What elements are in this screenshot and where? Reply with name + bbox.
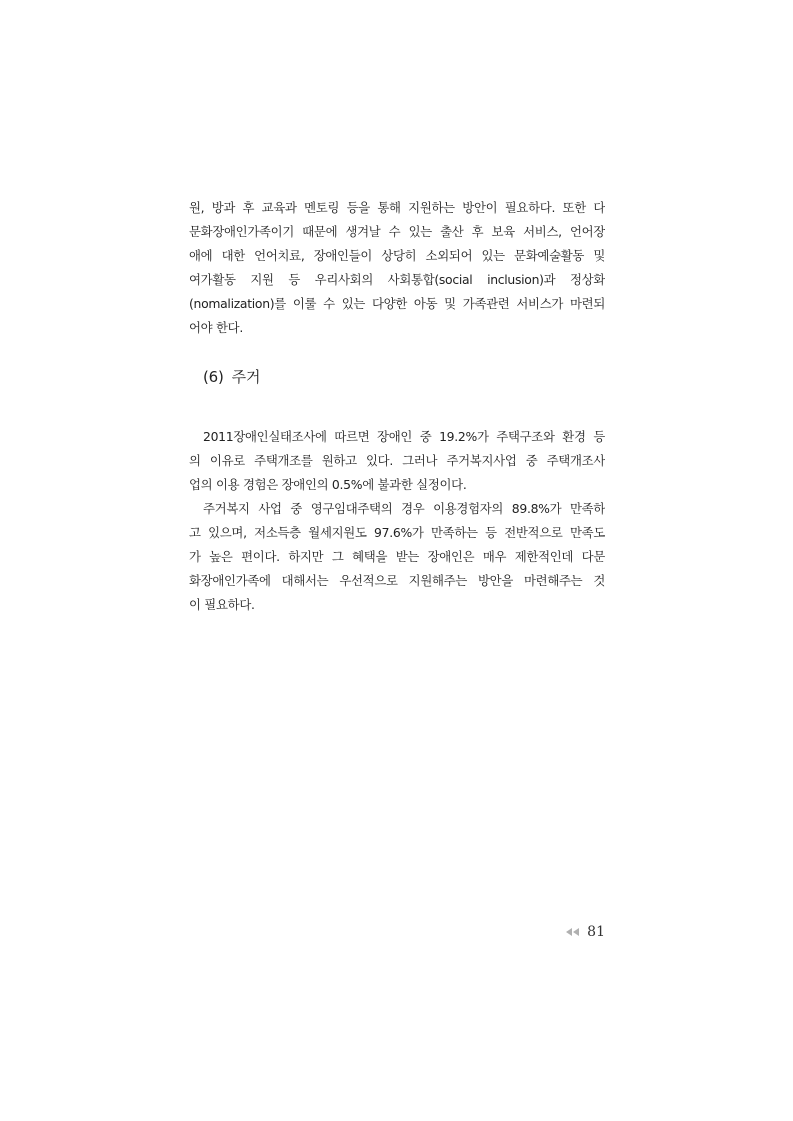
text-line: 업의 이용 경험은 장애인의 0.5%에 불과한 실정이다. [189, 477, 467, 492]
text-line: 의 이유로 주택개조를 원하고 있다. 그러나 주거복지사업 중 주택개조사 [189, 453, 605, 468]
double-left-triangle-icon [565, 927, 581, 937]
text-line: 가 높은 편이다. 하지만 그 혜택을 받는 장애인은 매우 제한적인데 다문 [189, 549, 605, 564]
text-line: 원, 방과 후 교육과 멘토링 등을 통해 지원하는 방안이 필요하다. 또한 다 [189, 200, 605, 215]
text-line: 어야 한다. [189, 320, 243, 335]
intro-paragraph [189, 196, 605, 340]
text-line: 이 필요하다. [189, 597, 255, 612]
page-footer [560, 920, 605, 944]
text-line: (nomalization)를 이룰 수 있는 다양한 아동 및 가족관련 서비스가 마련되 [189, 296, 605, 311]
text-line: 애에 대한 언어치료, 장애인들이 상당히 소외되어 있는 문화예술활동 및 [189, 248, 605, 263]
text-line: 주거복지 사업 중 영구임대주택의 경우 이용경험자의 89.8%가 만족하 [203, 501, 605, 516]
text-line: 고 있으며, 저소득층 월세지원도 97.6%가 만족하는 등 전반적으로 만족도 [189, 525, 605, 540]
text-line: 화장애인가족에 대해서는 우선적으로 지원해주는 방안을 마련해주는 것 [189, 573, 605, 588]
housing-paragraphs [189, 425, 605, 617]
page-number: 81 [587, 924, 605, 940]
text-line: 2011장애인실태조사에 따르면 장애인 중 19.2%가 주택구조와 환경 등 [203, 429, 605, 444]
section-title: 주거 [231, 368, 261, 386]
text-line: 여가활동 지원 등 우리사회의 사회통합(social inclusion)과 정상화 [189, 272, 605, 287]
text-line: 문화장애인가족이기 때문에 생겨날 수 있는 출산 후 보육 서비스, 언어장 [189, 224, 605, 239]
section-heading [203, 365, 268, 389]
section-number: (6) [203, 368, 224, 386]
